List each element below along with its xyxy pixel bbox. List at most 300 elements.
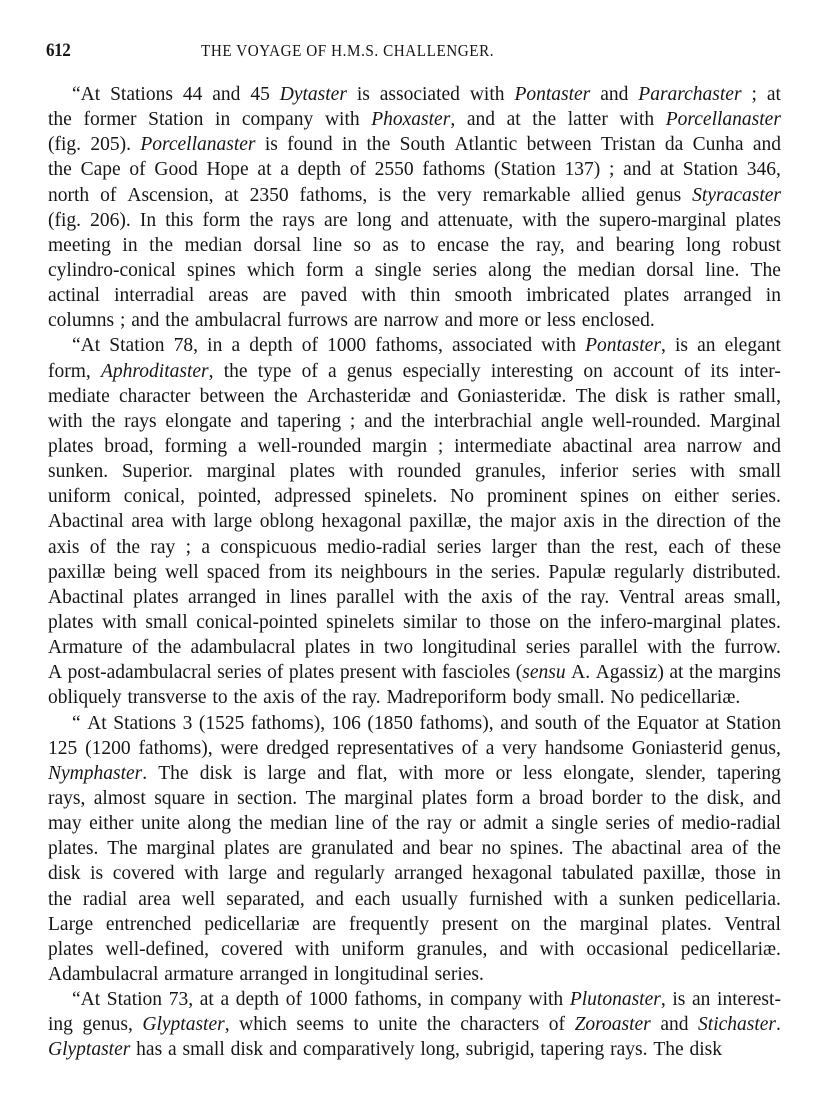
word [384,635,413,660]
word [522,208,557,233]
word [422,786,467,811]
text: “At [72,989,101,1011]
text: at [506,109,521,131]
paragraph [48,711,781,988]
word [551,811,598,836]
word [466,610,481,635]
text: marginal [146,838,216,860]
text: fathoms), [419,712,494,734]
text-line [48,1012,781,1037]
text: fathoms), [138,737,213,759]
text: small. [557,687,605,709]
word [419,711,493,736]
text: 78, [173,335,199,357]
text: with [361,285,396,307]
word [535,811,544,836]
word [90,208,131,233]
word [610,685,634,710]
text: 2350 [249,184,289,206]
word [576,384,606,409]
text-line [48,987,781,1012]
word [225,183,239,208]
text-line [48,660,781,685]
text: mediate [48,385,110,407]
word [739,359,781,384]
text: margins [718,662,781,684]
text: a [485,737,495,759]
text: hexagonal [472,863,553,885]
word [717,761,781,786]
text: with [324,109,360,131]
text: of [131,637,149,659]
word [220,535,316,560]
text-line [48,786,781,811]
word [698,1012,781,1037]
word [731,610,781,635]
text: the [567,611,592,633]
word [457,384,566,409]
text: at [705,712,720,734]
word [717,987,781,1012]
word [266,585,281,610]
word [325,107,360,132]
word [403,359,481,384]
text: broad [538,787,584,809]
text: genus, [82,1014,133,1036]
word [81,157,121,182]
word [355,887,391,912]
text: South [399,134,446,156]
word [107,987,162,1012]
word [131,509,163,534]
text: at [766,84,781,105]
word [469,887,543,912]
word [328,359,337,384]
text: interest- [717,989,781,1011]
text: parallel [336,586,395,608]
text: very [502,737,537,759]
text: disk [199,762,233,784]
text: regularly [314,863,385,885]
text: series. [731,486,781,508]
text: form [305,259,344,281]
text: dorsal [646,259,694,281]
text-line [48,107,781,132]
text: of [89,536,106,558]
text: of [461,737,478,759]
text: genus, [730,737,781,759]
word [207,459,276,484]
text: elegant [724,335,781,357]
word [278,836,302,861]
text: angle [541,410,584,432]
text: frequently [348,913,429,935]
text: ray [426,813,452,835]
text: depth [297,159,341,181]
word [48,736,77,761]
word [766,861,781,886]
text: fascioles [441,662,511,684]
text: The [575,385,606,407]
text-line [48,836,781,861]
text: transverse [127,687,207,709]
text: remarkable [482,184,571,206]
text: small, [733,586,781,608]
word [199,711,245,736]
word [592,786,643,811]
text: inter- [739,360,781,382]
text: in [359,637,375,659]
word [214,786,229,811]
text: to [212,687,228,709]
text: either [674,486,719,508]
text: cylindro-conical [48,259,176,281]
word [254,233,302,258]
text: disk [230,1039,264,1061]
text: elongate [165,410,232,432]
text: with [404,586,439,608]
word [705,258,739,283]
word [72,333,100,358]
word [196,610,317,635]
text: . [142,762,148,784]
word [122,459,193,484]
text: The [158,762,189,784]
text: may [48,813,82,835]
text: paxillæ, [409,511,472,533]
word [242,107,313,132]
word [685,887,781,912]
text: well [165,561,199,583]
text: depth [235,989,280,1011]
text: disk [615,385,648,407]
text: axis [563,511,595,533]
text: radial [82,888,128,910]
text: spaced [206,561,260,583]
text: and [500,712,529,734]
text: and [315,888,344,910]
word [287,308,348,333]
word [486,736,495,761]
word [739,459,781,484]
text: in [435,561,451,583]
word [492,535,537,560]
text: The [107,838,138,860]
word [295,937,330,962]
text-line [48,1037,781,1062]
word [289,660,334,685]
word [187,258,236,283]
text: plates. [661,913,712,935]
text: form, [48,360,91,382]
word [265,132,278,157]
text: are [278,838,303,860]
word [243,761,256,786]
text: seems [296,1014,344,1036]
word [452,333,532,358]
text: of [300,687,317,709]
text: those [714,863,757,885]
text: a [280,159,289,181]
word [732,484,781,509]
text: latter [567,109,608,131]
word [643,861,705,886]
text: fathoms, [299,184,368,206]
text: a [328,360,337,382]
text: conical, [123,486,185,508]
text: the [757,838,781,860]
text: fathoms, [375,335,443,357]
word [751,82,756,107]
text: Madreporiform [386,687,507,709]
text: ray. [580,586,610,608]
text: ray. [352,687,381,709]
word [420,1037,460,1062]
word [307,384,411,409]
text: rays [124,410,157,432]
text: fathoms [422,159,486,181]
text: less [546,310,576,332]
word [718,660,780,685]
text: the [625,511,649,533]
text: at [257,159,272,181]
word [332,711,361,736]
word [714,535,730,560]
word [231,1037,264,1062]
text: lines [290,586,327,608]
word [656,509,725,534]
text: a [168,1039,177,1061]
text: of [349,159,366,181]
word [442,912,498,937]
word [681,937,781,962]
text: granules, [416,938,488,960]
word [693,560,781,585]
word [734,585,781,610]
text: the [458,561,483,583]
word [48,937,93,962]
text: Good [154,159,198,181]
text: ( [515,662,523,684]
text: more [478,310,519,332]
text: with [48,410,83,432]
text: large [213,511,253,533]
text: character [118,385,191,407]
word [302,333,318,358]
text: plates [288,662,335,684]
text: ; [751,84,757,105]
text: post-adambulacral [67,662,212,684]
text-line [48,962,781,987]
text: plates [48,938,94,960]
text: granulated [311,838,394,860]
word [401,409,425,434]
text: form [202,209,241,231]
text: very [437,184,472,206]
text: Tristan [600,134,656,156]
word [448,585,472,610]
word [619,107,654,132]
text: conical-pointed [196,611,318,633]
text: 125 [48,737,78,759]
text-line [48,585,781,610]
text: and [576,234,605,256]
text: and [400,209,429,231]
text: of [583,712,600,734]
word [257,434,361,459]
text: at [669,662,684,684]
word [402,836,430,861]
text: median [184,234,242,256]
word [487,484,567,509]
italic-genus-name: Pararchaster [638,84,742,105]
word [715,861,756,886]
word [104,434,153,459]
text: in [213,787,229,809]
text: line [334,813,365,835]
text: the [91,410,116,432]
text: encase [437,234,490,256]
text-line [48,409,781,434]
word [341,560,428,585]
word [321,509,401,534]
word [349,912,429,937]
word [540,937,575,962]
word [87,711,107,736]
text-line [48,359,781,384]
word [684,359,700,384]
word [352,685,381,710]
word [221,937,283,962]
word [48,183,89,208]
word [522,585,538,610]
word [378,183,391,208]
word [661,912,711,937]
text: imbricated [526,285,610,307]
text: Agassiz) [595,662,664,684]
text: no [481,838,502,860]
text: are [323,209,348,231]
word [260,509,314,534]
italic-genus-name: Pontaster [585,335,661,357]
text: , [660,335,666,357]
word [48,157,72,182]
text: or [459,813,476,835]
word [48,258,176,283]
text: pedicellariæ. [640,687,741,709]
word [340,660,396,685]
text: the [149,234,173,256]
text: and [212,84,241,105]
word [416,937,487,962]
text: north [48,184,90,206]
italic-genus-name: Zoroaster [574,1014,651,1036]
word [563,761,634,786]
word [401,208,429,233]
text: the [479,511,503,533]
word [131,308,159,333]
text: (1850 [367,712,413,734]
text: Cape [80,159,121,181]
word [527,132,592,157]
text: plates [304,637,351,659]
word [640,685,740,710]
word [150,535,175,560]
word [82,1012,132,1037]
word [472,861,552,886]
text: and [402,838,431,860]
word [372,811,388,836]
text: covered [221,938,283,960]
word [444,761,484,786]
text: The [572,838,603,860]
text: and [268,1039,298,1061]
word [282,208,315,233]
word [726,711,781,736]
text: dredged [266,737,330,759]
text: furrow. [724,637,781,659]
text: tapering [540,1039,605,1061]
word [306,786,336,811]
word [674,484,718,509]
text-line [48,509,781,534]
text: narrow [686,435,743,457]
word [445,308,473,333]
text: less [523,762,553,784]
word [200,384,265,409]
word [476,786,514,811]
text: series [436,536,482,558]
text: regularly [614,561,685,583]
text: areas [684,586,725,608]
word [410,283,440,308]
word [280,157,289,182]
text: account [613,360,674,382]
text: Stations [113,712,177,734]
word [697,333,715,358]
word [90,535,106,560]
text: so [353,234,371,256]
word [666,107,781,132]
text: either [89,813,134,835]
word [298,157,341,182]
text: A. [571,662,591,684]
word [691,635,715,660]
word [354,308,378,333]
text: longitudinal [334,963,429,985]
text: the [688,662,713,684]
text: with [294,938,330,960]
text: type [257,360,292,382]
word [48,1037,130,1062]
text: tapering [717,762,781,784]
text: to [465,611,481,633]
italic-genus-name: Styracaster [692,184,781,206]
text: unite [378,1014,418,1036]
text: Station [106,989,163,1011]
text: of [301,335,318,357]
word [459,811,475,836]
text: from [268,561,306,583]
text: entrenched [105,913,192,935]
word [483,183,571,208]
text: each [668,536,705,558]
word [578,258,635,283]
text: axis [48,536,80,558]
word [212,82,240,107]
word [460,1012,539,1037]
text: supero-marginal [598,209,727,231]
